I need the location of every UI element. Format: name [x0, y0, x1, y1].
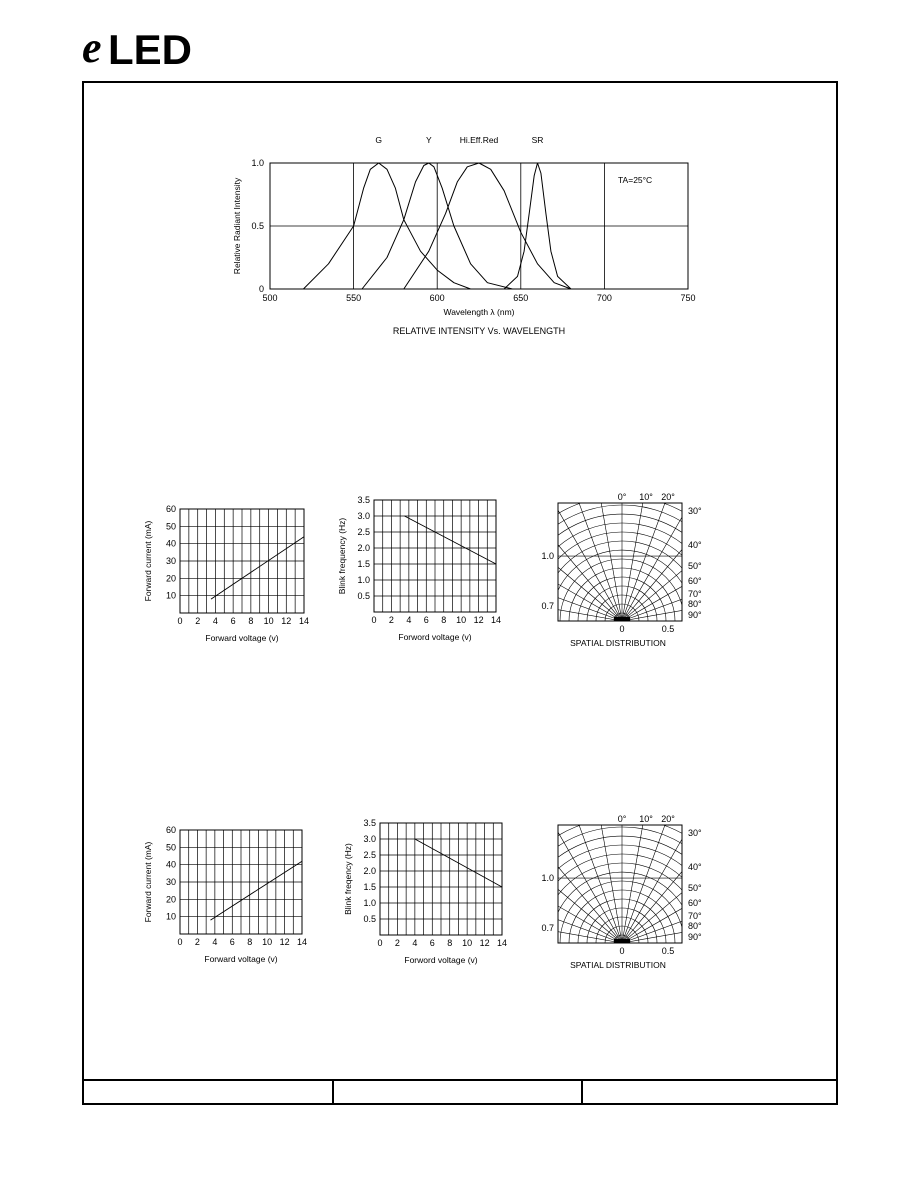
x-tick-label-3: 6 [429, 938, 435, 948]
x-tick-label-7: 14 [496, 938, 508, 948]
footer-cell-1 [84, 1081, 334, 1103]
y-tick-label-6: 3.5 [363, 818, 376, 828]
y-tick-label-2: 1.0 [251, 158, 264, 168]
y-axis-label: Blink freqency (Hz) [343, 843, 353, 915]
forward-current-chart-2 [124, 818, 314, 968]
x-tick-label-7: 14 [490, 615, 502, 625]
x-axis-label: Forword voltage (v) [404, 955, 478, 965]
x-tick-label-1: 550 [346, 293, 362, 303]
y-tick-label-5: 3.0 [363, 834, 376, 844]
angle-label-4: 40° [688, 540, 702, 550]
left-label-1: 0.7 [541, 601, 554, 611]
y-tick-label-2: 1.5 [363, 882, 376, 892]
x-axis-label: Wavelength λ (nm) [443, 307, 515, 317]
y-axis-label: Blink frequency (Hz) [337, 517, 347, 595]
y-tick-label-0: 10 [165, 590, 176, 601]
angle-label-5: 50° [688, 883, 702, 893]
y-tick-label-4: 50 [165, 521, 176, 532]
left-label-0: 1.0 [541, 551, 554, 562]
angle-label-9: 90° [688, 610, 702, 620]
y-axis-label: Relative Radiant Intensity [232, 177, 242, 275]
y-tick-label-1: 0.5 [251, 221, 264, 231]
plot-frame [558, 825, 682, 943]
angle-label-4: 40° [688, 862, 702, 872]
emitter-base [614, 617, 630, 621]
x-tick-label-4: 8 [247, 937, 253, 947]
x-tick-label-2: 4 [406, 615, 412, 625]
angle-label-1: 10° [639, 492, 653, 502]
svg-text:e: e [82, 23, 102, 72]
y-tick-label-6: 3.5 [357, 495, 370, 505]
x-tick-label-1: 2 [394, 938, 400, 948]
x-tick-label-1: 2 [194, 937, 200, 947]
x-tick-label-3: 6 [230, 616, 236, 626]
angle-label-3: 30° [688, 828, 702, 838]
angle-label-0: 0° [617, 492, 627, 502]
y-tick-label-0: 10 [165, 911, 176, 922]
y-tick-label-3: 2.0 [357, 543, 370, 553]
x-axis-label: Forward voltage (v) [205, 633, 279, 643]
blink-frequency-chart-1 [329, 488, 509, 648]
x-tick-label-6: 12 [279, 937, 290, 947]
series-line-0 [211, 861, 303, 920]
x-tick-label-0: 0 [371, 615, 377, 625]
x-tick-label-7: 14 [298, 616, 310, 626]
x-axis-label: Forward voltage (v) [204, 954, 278, 964]
y-tick-label-1: 20 [165, 573, 176, 584]
angle-label-0: 0° [617, 814, 627, 824]
chart-title: RELATIVE INTENSITY Vs. WAVELENGTH [392, 326, 566, 336]
y-tick-label-0: 0.5 [357, 591, 370, 601]
angle-label-2: 20° [661, 814, 675, 824]
x-tick-label-0: 0 [177, 616, 183, 626]
eled-logo [80, 22, 220, 72]
spectrum-chart [224, 133, 724, 393]
y-axis-label: Forward current (mA) [143, 520, 153, 602]
x-tick-label-0: 0 [177, 937, 183, 947]
y-tick-label-2: 1.5 [357, 559, 370, 569]
angle-label-1: 10° [639, 814, 653, 824]
x-tick-label-2: 4 [212, 616, 218, 626]
bottom-label-0: 0 [619, 624, 625, 634]
x-tick-label-2: 4 [212, 937, 218, 947]
x-tick-label-3: 650 [513, 293, 529, 303]
y-tick-label-1: 20 [165, 894, 176, 905]
series-line-0 [405, 516, 497, 564]
emitter-base [614, 939, 630, 943]
y-tick-label-3: 2.0 [363, 866, 376, 876]
x-tick-label-4: 8 [447, 938, 453, 948]
x-tick-label-3: 6 [229, 937, 235, 947]
series-label-1: Y [426, 135, 432, 145]
x-tick-label-3: 6 [423, 615, 429, 625]
x-tick-label-0: 0 [377, 938, 383, 948]
angle-label-6: 60° [688, 576, 702, 586]
chart-title: SPATIAL DISTRIBUTION [570, 960, 666, 970]
y-tick-label-4: 2.5 [363, 850, 376, 860]
angle-label-5: 50° [688, 561, 702, 571]
y-tick-label-3: 40 [165, 538, 176, 549]
datasheet-frame [82, 81, 838, 1105]
series-label-2: Hi.Eff.Red [459, 135, 499, 145]
x-axis-label: Forword voltage (v) [398, 632, 472, 642]
x-tick-label-5: 10 [456, 615, 467, 625]
y-tick-label-0: 0.5 [363, 914, 376, 924]
x-tick-label-5: 10 [262, 937, 273, 947]
angle-label-8: 80° [688, 599, 702, 609]
y-tick-label-1: 1.0 [357, 575, 370, 585]
x-tick-label-6: 12 [281, 616, 292, 626]
y-axis-label: Forward current (mA) [143, 841, 153, 923]
x-tick-label-5: 10 [263, 616, 274, 626]
y-tick-label-5: 60 [165, 504, 176, 514]
x-tick-label-6: 12 [473, 615, 484, 625]
y-tick-label-0: 0 [258, 284, 264, 294]
x-tick-label-4: 8 [248, 616, 254, 626]
series-label-3: SR [531, 135, 544, 145]
angle-label-7: 70° [688, 911, 702, 921]
y-tick-label-2: 30 [165, 556, 176, 566]
angle-label-3: 30° [688, 506, 702, 516]
x-tick-label-4: 700 [596, 293, 612, 303]
angle-label-7: 70° [688, 589, 702, 599]
x-tick-label-1: 2 [195, 616, 201, 626]
y-tick-label-1: 1.0 [363, 898, 376, 908]
left-label-1: 0.7 [541, 923, 554, 933]
chart-title: SPATIAL DISTRIBUTION [570, 638, 666, 648]
y-tick-label-3: 40 [165, 859, 176, 870]
bottom-label-0: 0 [619, 946, 625, 956]
x-tick-label-0: 500 [262, 293, 278, 303]
plot-frame [558, 503, 682, 621]
x-tick-label-2: 600 [429, 293, 445, 303]
x-tick-label-5: 750 [680, 293, 696, 303]
y-tick-label-5: 3.0 [357, 511, 370, 521]
forward-current-chart-1 [134, 493, 314, 653]
x-tick-label-4: 8 [441, 615, 447, 625]
angle-label-6: 60° [688, 898, 702, 908]
blink-frequency-chart-2 [322, 811, 512, 971]
x-tick-label-1: 2 [388, 615, 394, 625]
polar-spoke [622, 468, 751, 621]
x-tick-label-5: 10 [462, 938, 473, 948]
y-tick-label-5: 60 [165, 825, 176, 835]
bottom-label-1: 0.5 [661, 946, 675, 956]
bottom-label-1: 0.5 [661, 624, 675, 634]
angle-label-9: 90° [688, 932, 702, 942]
footer-row [84, 1079, 836, 1103]
x-tick-label-7: 14 [296, 937, 308, 947]
series-line-0 [211, 537, 304, 599]
logo-wordmark: LED [108, 26, 192, 73]
y-tick-label-4: 50 [165, 842, 176, 853]
angle-label-2: 20° [661, 492, 675, 502]
footer-cell-2 [334, 1081, 583, 1103]
series-label-0: G [375, 135, 382, 145]
x-tick-label-2: 4 [412, 938, 418, 948]
y-tick-label-2: 30 [165, 877, 176, 887]
angle-label-8: 80° [688, 921, 702, 931]
spatial-distribution-chart-1 [541, 483, 726, 653]
y-tick-label-4: 2.5 [357, 527, 370, 537]
temperature-annotation: TA=25°C [618, 175, 653, 185]
left-label-0: 1.0 [541, 873, 554, 884]
spatial-distribution-chart-2 [541, 805, 726, 975]
polar-spoke [622, 790, 751, 943]
x-tick-label-6: 12 [479, 938, 490, 948]
